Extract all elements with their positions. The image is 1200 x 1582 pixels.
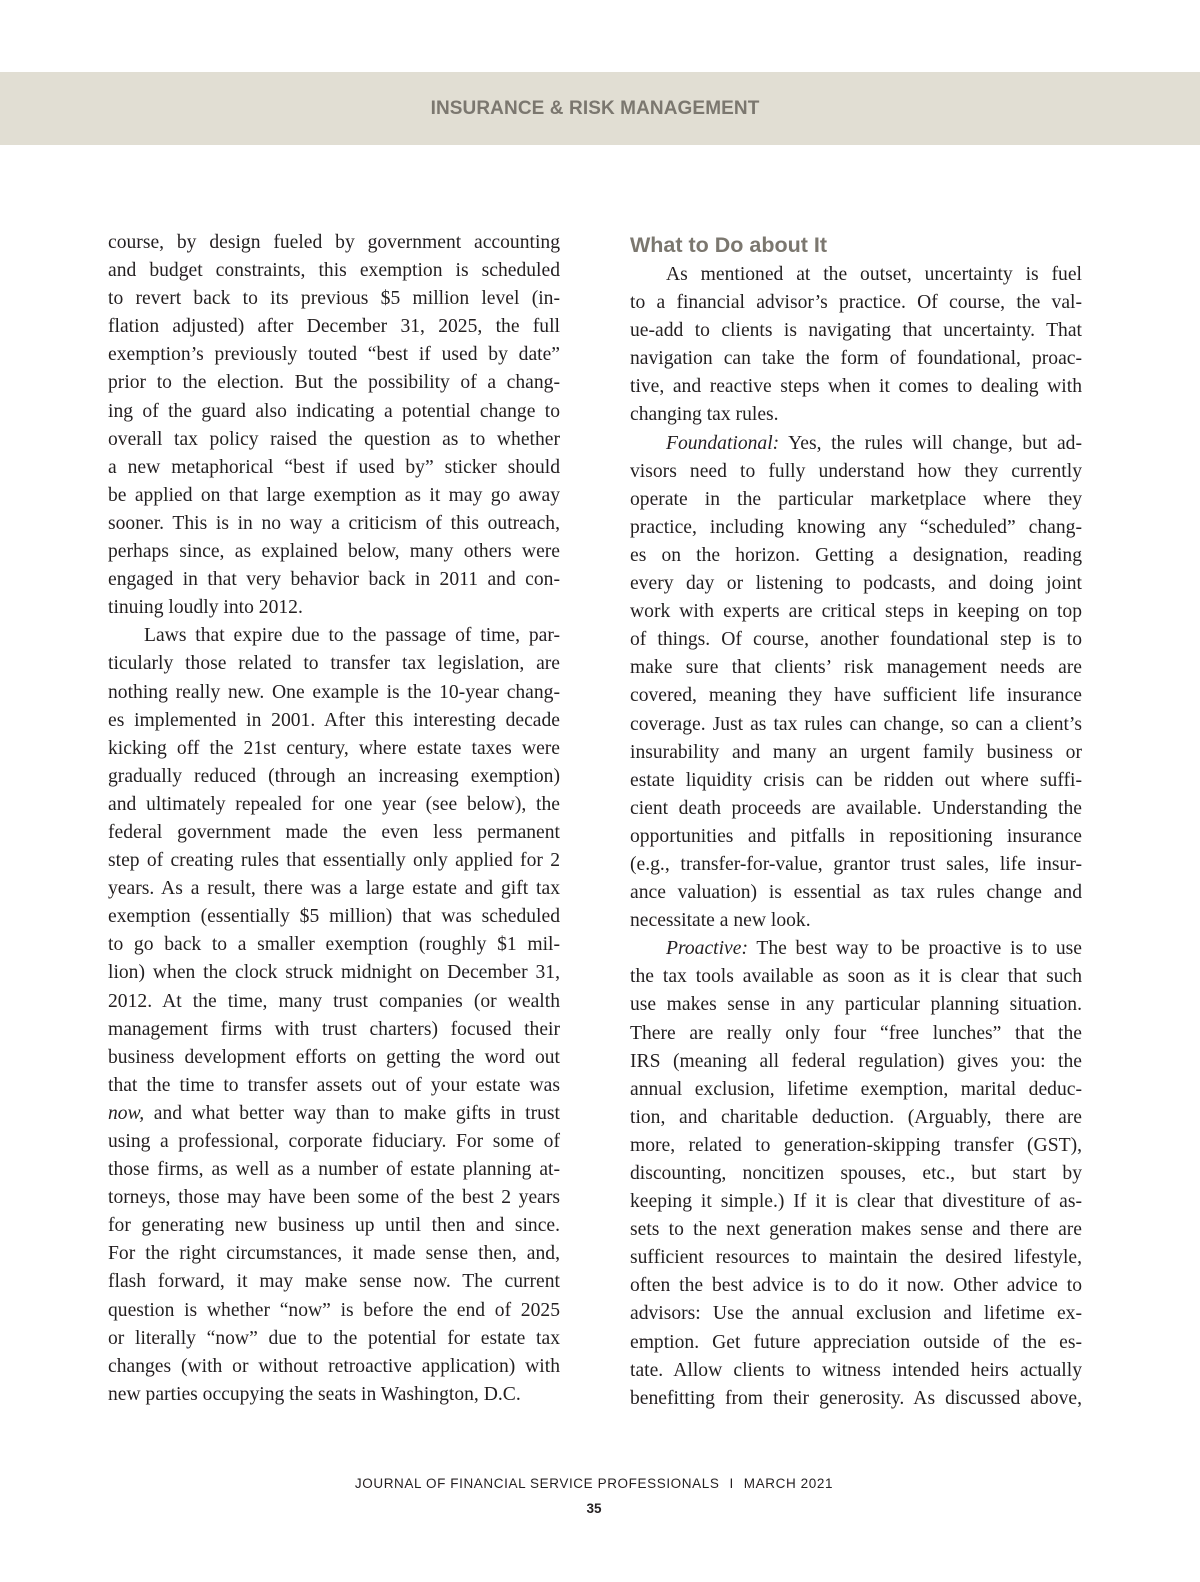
text-line: gradually reduced (through an increasing exemption) bbox=[108, 765, 560, 787]
text-line: use makes sense in any particular planning situation. bbox=[630, 994, 1082, 1016]
text-line: covered, meaning they have sufficient life insurance bbox=[630, 685, 1082, 707]
text-line: sufficient resources to maintain the desired lifestyle, bbox=[630, 1247, 1082, 1269]
paragraph bbox=[108, 229, 560, 622]
paragraph bbox=[108, 622, 560, 1409]
text-line: overall tax policy raised the question as to whether bbox=[108, 428, 560, 450]
text-line: new parties occupying the seats in Washington, D.C. bbox=[108, 1383, 521, 1405]
text-line: visors need to fully understand how they currently bbox=[630, 460, 1082, 482]
text-line: to a financial advisor’s practice. Of course, the val- bbox=[630, 292, 1082, 314]
text-line: ticularly those related to transfer tax legislation, are bbox=[108, 653, 560, 675]
text-line: management firms with trust charters) focused their bbox=[108, 1018, 560, 1040]
run-in-label: Foundational: bbox=[666, 432, 780, 454]
footer bbox=[0, 1476, 1188, 1491]
text-line: of things. Of course, another foundational step is to bbox=[630, 629, 1082, 651]
section-heading: What to Do about It bbox=[630, 233, 828, 257]
text-line: tive, and reactive steps when it comes to dealing with bbox=[630, 376, 1082, 398]
text-line: that the time to transfer assets out of your estate was bbox=[108, 1074, 560, 1096]
text-line: keeping it simple.) If it is clear that divestiture of as- bbox=[630, 1191, 1082, 1213]
run-in-label: Proactive: bbox=[666, 938, 748, 960]
text-line: opportunities and pitfalls in repositioning insurance bbox=[630, 825, 1082, 847]
text-line: navigation can take the form of foundational, proac- bbox=[630, 348, 1082, 370]
text-line bbox=[630, 935, 1082, 963]
text-run: Yes, the rules will change, but ad- bbox=[779, 432, 1082, 454]
text-line: nothing really new. One example is the 10-year chang- bbox=[108, 681, 560, 703]
text-line: emption. Get future appreciation outside of the es- bbox=[630, 1331, 1082, 1353]
text-line: sets to the next generation makes sense and there are bbox=[630, 1219, 1082, 1241]
text-line: es implemented in 2001. After this interesting decade bbox=[108, 709, 560, 731]
journal-name: JOURNAL OF FINANCIAL SERVICE PROFESSIONALS bbox=[354, 1476, 720, 1491]
text-line: the tax tools available as soon as it is clear that such bbox=[630, 966, 1082, 988]
paragraph bbox=[630, 935, 1082, 1413]
paragraph bbox=[630, 261, 1082, 430]
text-line: engaged in that very behavior back in 2011 and con- bbox=[108, 569, 560, 591]
paragraph bbox=[630, 430, 1082, 936]
text-line: As mentioned at the outset, uncertainty is fuel bbox=[666, 264, 1082, 285]
text-line: es on the horizon. Getting a designation, reading bbox=[630, 544, 1082, 566]
text-line: perhaps since, as explained below, many others were bbox=[108, 541, 560, 563]
text-line: Laws that expire due to the passage of time, par- bbox=[144, 625, 560, 647]
text-line bbox=[108, 1100, 560, 1128]
right-column bbox=[630, 229, 1082, 1413]
text-line: IRS (meaning all federal regulation) gives you: the bbox=[630, 1050, 1082, 1072]
text-line: flash forward, it may make sense now. The current bbox=[108, 1271, 560, 1293]
text-line: to revert back to its previous $5 million level (in- bbox=[108, 288, 560, 310]
text-line: a new metaphorical “best if used by” sticker should bbox=[108, 456, 560, 478]
text-line: advisors: Use the annual exclusion and lifetime ex- bbox=[630, 1303, 1082, 1325]
issue-date: MARCH 2021 bbox=[743, 1476, 834, 1491]
text-line: and budget constraints, this exemption is scheduled bbox=[108, 260, 560, 282]
text-line: 2012. At the time, many trust companies (or wealth bbox=[108, 990, 560, 1012]
text-line: every day or listening to podcasts, and doing joint bbox=[630, 573, 1082, 595]
text-line: ue-add to clients is navigating that uncertainty. That bbox=[630, 320, 1082, 342]
text-line: estate liquidity crisis can be ridden out where suffi- bbox=[630, 769, 1082, 791]
text-line bbox=[630, 430, 1082, 458]
text-line: those firms, as well as a number of estate planning at- bbox=[108, 1159, 560, 1181]
text-line: exemption’s previously touted “best if used by date” bbox=[108, 344, 560, 366]
text-line: kicking off the 21st century, where estate taxes were bbox=[108, 737, 560, 759]
text-line: changing tax rules. bbox=[630, 404, 779, 426]
text-run: and what better way than to make gifts in trust bbox=[144, 1102, 560, 1124]
text-line: federal government made the even less permanent bbox=[108, 821, 560, 843]
emphasis: now, bbox=[108, 1102, 145, 1124]
text-line: course, by design fueled by government accounting bbox=[108, 232, 560, 253]
text-line: and ultimately repealed for one year (see below), the bbox=[108, 793, 560, 815]
text-line: prior to the election. But the possibility of a chang- bbox=[108, 372, 560, 394]
text-run: The best way to be proactive is to use bbox=[747, 938, 1082, 960]
text-line: business development efforts on getting the word out bbox=[108, 1046, 560, 1068]
text-line: tion, and charitable deduction. (Arguably, there are bbox=[630, 1106, 1082, 1128]
text-line: often the best advice is to do it now. Other advice to bbox=[630, 1275, 1082, 1297]
text-line: work with experts are critical steps in keeping on top bbox=[630, 601, 1082, 623]
text-line: insurability and many an urgent family business or bbox=[630, 741, 1082, 763]
text-line: for generating new business up until then and since. bbox=[108, 1215, 560, 1237]
text-line: discounting, noncitizen spouses, etc., but start by bbox=[630, 1163, 1082, 1184]
text-line: ing of the guard also indicating a potential change to bbox=[108, 400, 560, 422]
text-line: lion) when the clock struck midnight on December 31, bbox=[108, 962, 560, 984]
text-line: question is whether “now” is before the end of 2025 bbox=[108, 1299, 560, 1321]
left-column bbox=[108, 229, 560, 1409]
section-title: INSURANCE & RISK MANAGEMENT bbox=[430, 98, 760, 119]
text-line: torneys, those may have been some of the best 2 years bbox=[108, 1187, 560, 1209]
text-line: cient death proceeds are available. Understanding the bbox=[630, 797, 1082, 819]
text-line: step of creating rules that essentially only applied for 2 bbox=[108, 850, 560, 872]
text-line: coverage. Just as tax rules can change, so can a client’s bbox=[630, 713, 1082, 735]
text-line: make sure that clients’ risk management needs are bbox=[630, 657, 1082, 679]
text-line: tate. Allow clients to witness intended heirs actually bbox=[630, 1359, 1082, 1381]
text-line: more, related to generation-skipping transfer (GST), bbox=[630, 1134, 1082, 1156]
text-line: annual exclusion, lifetime exemption, marital deduc- bbox=[630, 1078, 1082, 1100]
text-line: exemption (essentially $5 million) that was scheduled bbox=[108, 906, 560, 928]
text-line: There are really only four “free lunches” that the bbox=[630, 1022, 1082, 1044]
text-line: necessitate a new look. bbox=[630, 910, 811, 932]
text-line: (e.g., transfer-for-value, grantor trust sales, life insur- bbox=[630, 853, 1082, 875]
text-line: benefitting from their generosity. As discussed above, bbox=[630, 1387, 1082, 1409]
text-line: be applied on that large exemption as it may go away bbox=[108, 484, 560, 506]
text-line: sooner. This is in no way a criticism of this outreach, bbox=[108, 512, 560, 534]
text-line: to go back to a smaller exemption (roughly $1 mil- bbox=[108, 934, 560, 956]
text-line: flation adjusted) after December 31, 2025, the full bbox=[108, 316, 560, 338]
footer-separator: I bbox=[729, 1476, 734, 1491]
text-line: tinuing loudly into 2012. bbox=[108, 597, 303, 619]
text-line: years. As a result, there was a large estate and gift tax bbox=[108, 878, 560, 900]
text-line: ance valuation) is essential as tax rules change and bbox=[630, 882, 1082, 904]
text-line: For the right circumstances, it made sense then, and, bbox=[108, 1243, 560, 1265]
text-line: operate in the particular marketplace where they bbox=[630, 488, 1082, 510]
text-line: practice, including knowing any “scheduled” chang- bbox=[630, 516, 1082, 538]
text-line: using a professional, corporate fiduciary. For some of bbox=[108, 1131, 560, 1152]
text-line: or literally “now” due to the potential for estate tax bbox=[108, 1327, 560, 1349]
text-line: changes (with or without retroactive application) with bbox=[108, 1355, 560, 1377]
page-number: 35 bbox=[586, 1501, 602, 1516]
